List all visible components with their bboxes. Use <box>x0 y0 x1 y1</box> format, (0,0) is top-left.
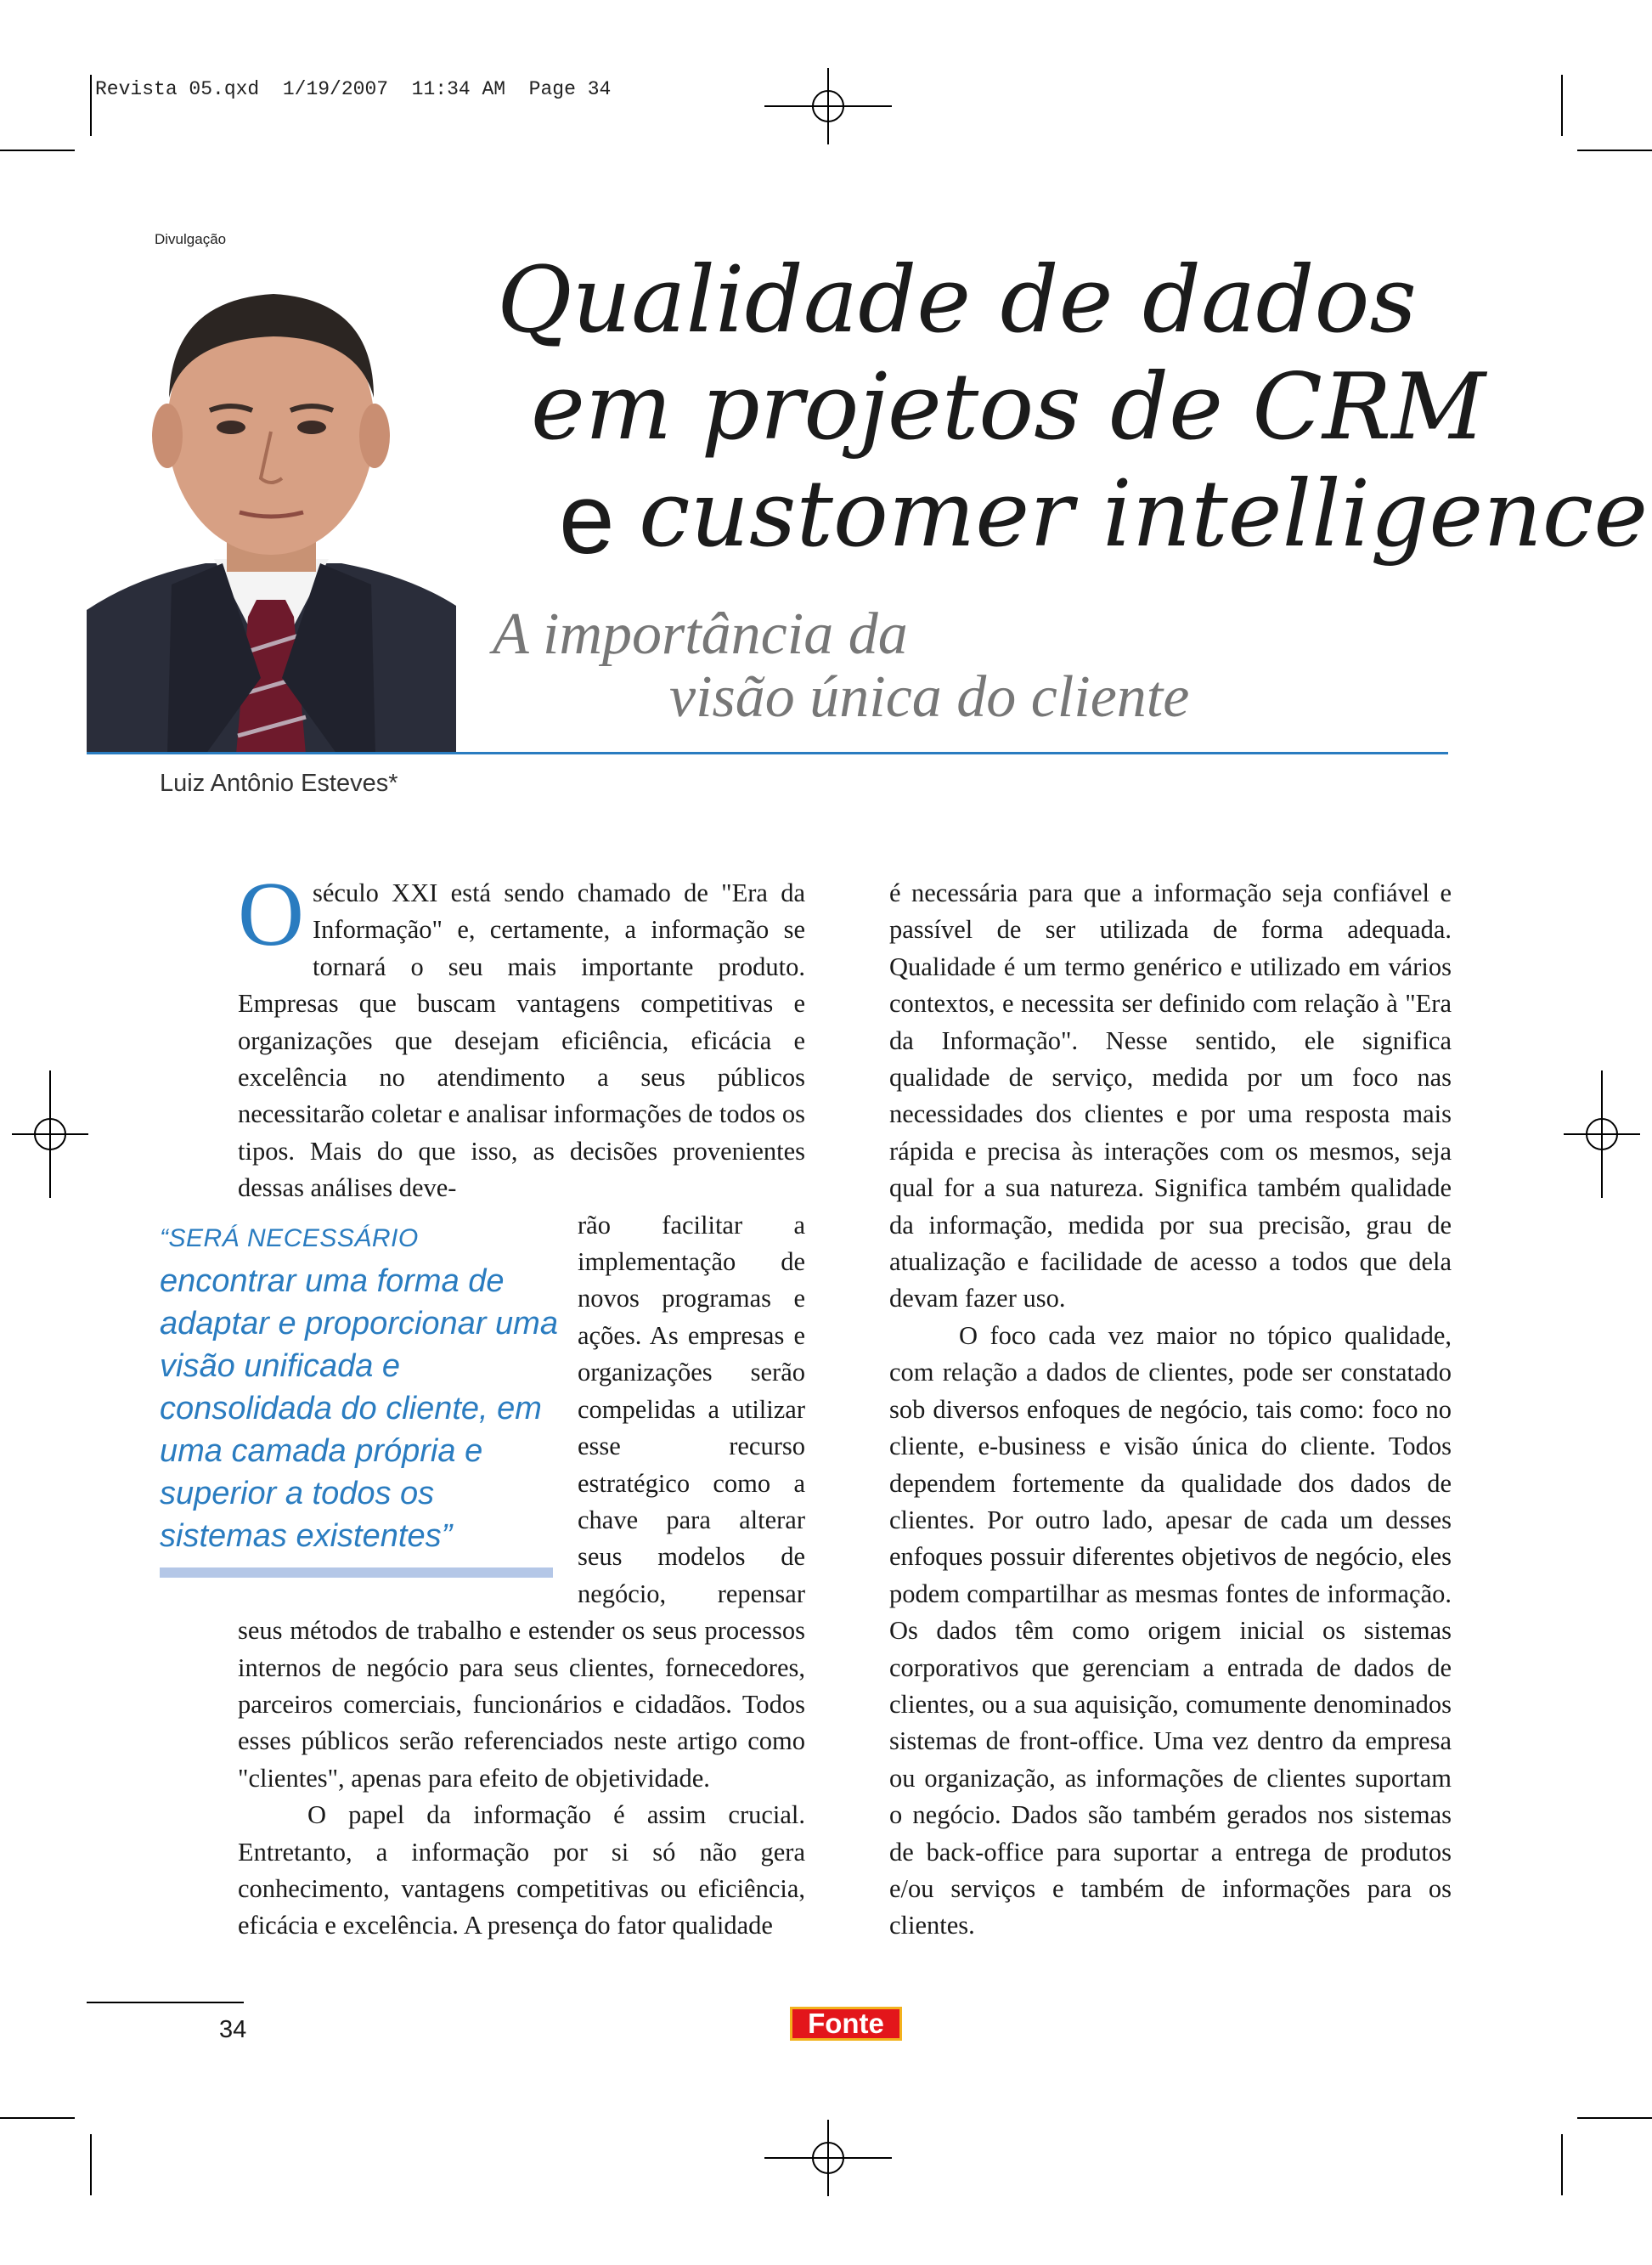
article-title-line-3-e: e <box>559 463 615 575</box>
printer-slug: Revista 05.qxd 1/19/2007 11:34 AM Page 34 <box>95 78 612 100</box>
pull-quote-rule <box>160 1567 553 1578</box>
pull-quote-text: encontrar uma forma de adaptar e proporcionar uma visão unificada e consolidada do cliente, em uma camada própria e superior a todos os sistemas existentes” <box>160 1263 558 1554</box>
paragraph-2: O papel da informação é assim crucial. Entretanto, a informação por si só não gera conhecimento, vantagens competitivas ou eficiência, eficácia e excelência. A presença do fator qualidade <box>238 1800 805 1940</box>
subtitle-line-1: A importância da <box>493 602 908 667</box>
paragraph-1-lead: século XXI está sendo chamado de "Era da Informação" e, certamente, a informação se tornará o seu mais importante produto. Empresas que buscam vantagens competitivas e organizações que desejam eficiência, eficácia e excelência no atendimento a seus públicos necessitarão coletar e analisar informações de todos os tipos. Mais do que isso, as decisões provenientes dessas análises deve- <box>238 878 805 1203</box>
registration-mark-bottom <box>764 2120 892 2196</box>
paragraph-1 <box>238 864 805 1207</box>
article-title-line-1: Qualidade de dados <box>497 247 1417 353</box>
registration-mark-left <box>12 1070 88 1198</box>
article-title-line-3: customer intelligence <box>639 461 1649 568</box>
page-number: 34 <box>219 2016 247 2043</box>
photo-credit: Divulgação <box>155 231 227 247</box>
registration-mark-right <box>1564 1070 1640 1198</box>
paragraph-3: é necessária para que a informação seja confiável e passível de ser utilizada de forma adequada. Qualidade é um termo genérico e utilizado em vários contextos, e necessita ser definido com relação à "Era da Informação". Nesse sentido, ele significa qualidade de serviço, medida por um foco nas necessidades dos clientes e por uma resposta mais rápida e precisa às interações com os mesmos, seja qual for a sua natureza. Significa também qualidade da informação, medida por sua precisão, grau de atualização e facilidade de acesso a todos que dela devam fazer uso. <box>889 878 1452 1313</box>
paragraph-4: O foco cada vez maior no tópico qualidade, com relação a dados de clientes, pode ser constatado sob diversos enfoques de negócio, tais como: foco no cliente, e-business e visão única do cliente. Todos dependem fortemente da qualidade dos dados de clientes. Por outro lado, apesar de cada um desses enfoques possuir diferentes objetivos de negócio, eles podem compartilhar as mesmas fontes de informação. Os dados têm como origem inicial os sistemas corporativos que gerenciam a entrada de dados de clientes, ou a sua aquisição, comumente denominados sistemas de front-office. Uma vez dentro da empresa ou organização, as informações de clientes suportam o negócio. Dados são também gerados nos sistemas de back-office para suportar a entrega de produtos e/ou serviços e também de informações para os clientes. <box>889 1320 1452 1940</box>
pull-quote <box>160 1215 559 1557</box>
drop-cap: O <box>238 864 304 965</box>
author-photo <box>87 270 456 754</box>
article-title-line-2: em projetos de CRM <box>531 354 1486 460</box>
registration-mark-top <box>764 68 892 144</box>
pull-quote-lead: “SERÁ NECESSÁRIO <box>160 1224 419 1252</box>
paragraph-1-continued: rão facilitar a implementação de novos programas e ações. As empresas e organizações serão compelidas a utilizar esse recurso estratégico como a chave para alterar seus modelos de negócio, repensar seus métodos de trabalho e estender os seus processos internos de negócio para seus clientes, fornecedores, parceiros comerciais, funcionários e cidadãos. Todos esses públicos serão referenciados neste artigo como "clientes", apenas para efeito de objetividade. <box>238 1210 805 1793</box>
header-rule <box>87 752 1448 754</box>
footer-rule <box>87 2002 244 2003</box>
column-right <box>889 875 1452 1945</box>
author-byline: Luiz Antônio Esteves* <box>160 770 398 797</box>
subtitle-line-2: visão única do cliente <box>669 664 1190 730</box>
fonte-logo: Fonte <box>790 2007 902 2041</box>
